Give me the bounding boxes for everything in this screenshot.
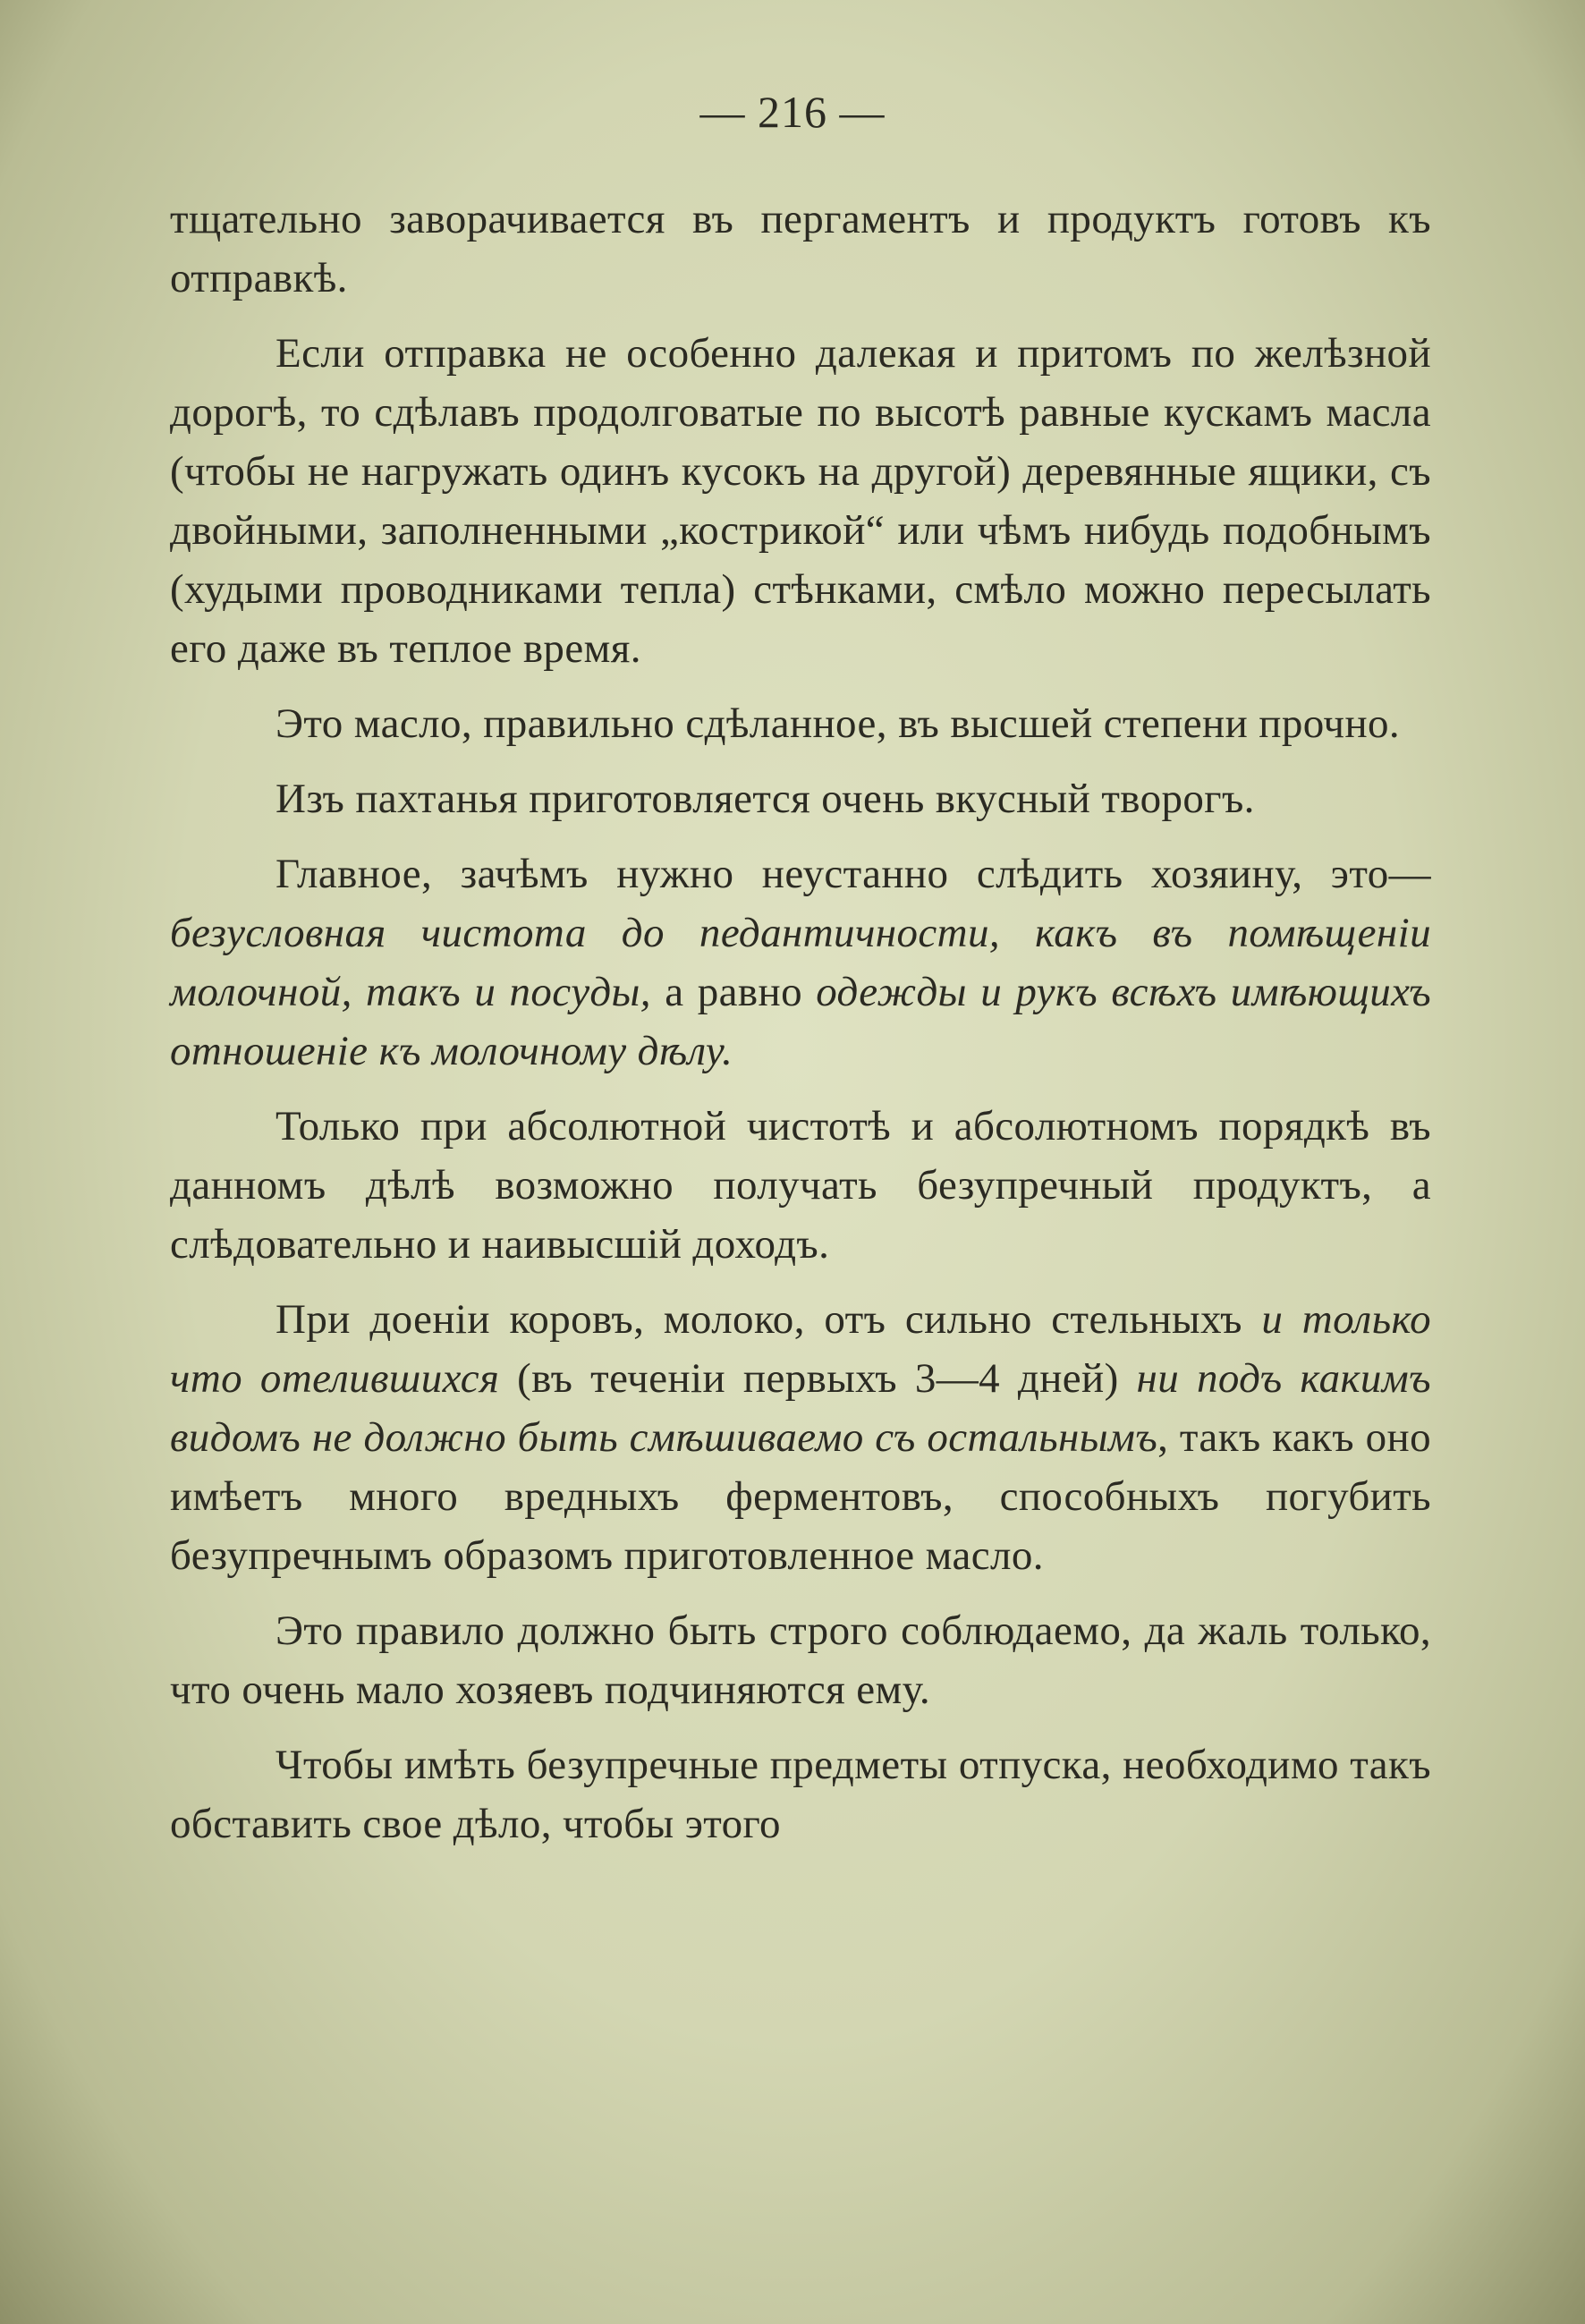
text-segment: Это правило должно быть строго соблюдаемо, да жаль только, что очень мало хозяевъ подчиняются ему.: [170, 1607, 1431, 1713]
paragraph: [170, 1097, 1431, 1274]
text-body: [170, 190, 1431, 1870]
italic-segment: ни подъ какимъ видомъ не должно быть смѣшиваемо съ остальнымъ: [170, 1355, 1431, 1461]
paragraph: [170, 190, 1431, 308]
text-segment: Главное, зачѣмъ нужно неустанно слѣдить хозяину, это—: [275, 851, 1431, 897]
paragraph: [170, 844, 1431, 1081]
page-number: — 216 —: [699, 87, 886, 137]
italic-segment: одежды и рукъ всѣхъ имѣющихъ отношеніе къ молочному дѣлу.: [170, 969, 1431, 1074]
text-segment: (въ теченіи первыхъ 3—4 дней): [499, 1355, 1137, 1402]
paragraph: [170, 1735, 1431, 1853]
paragraph: [170, 324, 1431, 678]
paragraph: [170, 1601, 1431, 1719]
text-segment: Изъ пахтанья приготовляется очень вкусный творогъ.: [275, 776, 1255, 822]
text-segment: Чтобы имѣть безупречные предметы отпуска, необходимо такъ обставить свое дѣло, чтобы этого: [170, 1742, 1431, 1847]
paragraph: [170, 1290, 1431, 1585]
paragraph: [170, 769, 1431, 828]
text-segment: Только при абсолютной чистотѣ и абсолютномъ порядкѣ въ данномъ дѣлѣ возможно получать безупречный продуктъ, а слѣдовательно и наивысшій доходъ.: [170, 1103, 1431, 1268]
text-segment: тщательно заворачивается въ пергаментъ и продуктъ готовъ къ отправкѣ.: [170, 196, 1431, 301]
text-segment: Это масло, правильно сдѣланное, въ высшей степени прочно.: [275, 700, 1401, 747]
italic-segment: безусловная чистота до педантичности, какъ въ помѣщеніи молочной, такъ и посуды,: [170, 910, 1431, 1015]
text-segment: Если отправка не особенно далекая и притомъ по желѣзной дорогѣ, то сдѣлавъ продолговатые по высотѣ равные кускамъ масла (чтобы не нагружать одинъ кусокъ на другой) деревянные ящики, съ двойными, заполненными „кострикой“ или чѣмъ нибудь подобнымъ (худыми проводниками тепла) стѣнками, смѣло можно пересылать его даже въ теплое время.: [170, 330, 1431, 672]
text-segment: а равно: [650, 969, 817, 1015]
paragraph: [170, 694, 1431, 753]
text-segment: При доеніи коровъ, молоко, отъ сильно стельныхъ: [275, 1296, 1262, 1343]
text-segment: , такъ какъ оно имѣетъ много вредныхъ ферментовъ, способныхъ погубить безупречнымъ образомъ приготовленное масло.: [170, 1414, 1431, 1579]
italic-segment: и только что отелившихся: [170, 1296, 1431, 1402]
